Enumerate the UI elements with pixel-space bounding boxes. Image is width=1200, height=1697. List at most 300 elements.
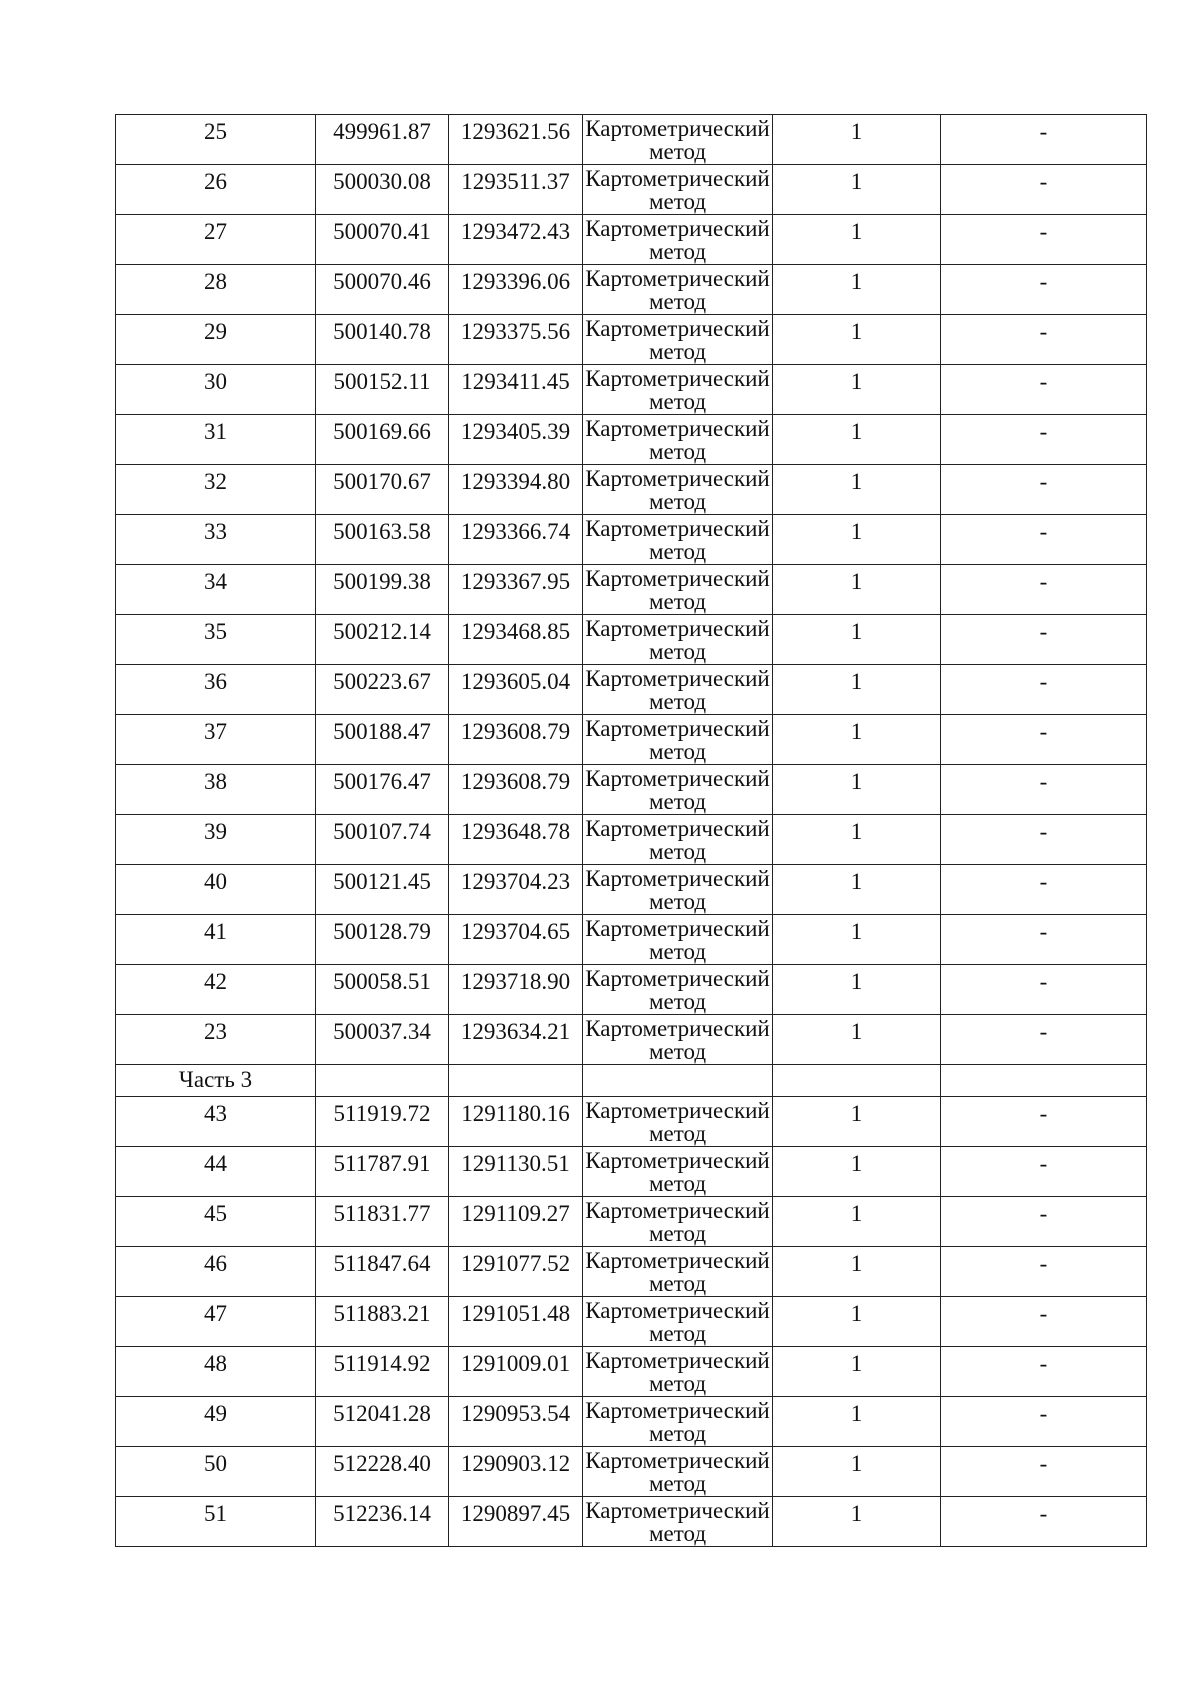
description-cell xyxy=(941,1297,1147,1347)
description-cell xyxy=(941,1447,1147,1497)
point-number-cell xyxy=(116,1297,316,1347)
coord-y-cell xyxy=(449,515,583,565)
description-cell-text: - xyxy=(1039,969,1048,994)
accuracy-cell xyxy=(773,915,941,965)
table-row xyxy=(116,415,1147,465)
coord-x-cell xyxy=(316,465,449,515)
accuracy-cell-text: 1 xyxy=(850,119,863,144)
description-cell-text: - xyxy=(1039,669,1048,694)
coord-x-cell xyxy=(316,1197,449,1247)
coord-x-cell-text: 512041.28 xyxy=(333,1401,431,1426)
method-line1: Картометрический xyxy=(585,916,770,941)
coord-x-cell-text: 500199.38 xyxy=(333,569,431,594)
accuracy-cell xyxy=(773,715,941,765)
table-row xyxy=(116,315,1147,365)
method-cell xyxy=(583,1197,773,1247)
coord-x-cell-text: 500058.51 xyxy=(333,969,431,994)
method-cell xyxy=(583,1497,773,1547)
coord-x-cell-text: 500170.67 xyxy=(333,469,431,494)
method-line1: Картометрический xyxy=(585,166,770,191)
coord-x-cell xyxy=(316,315,449,365)
coord-x-cell xyxy=(316,265,449,315)
description-cell-text: - xyxy=(1039,1351,1048,1376)
method-line1: Картометрический xyxy=(585,216,770,241)
coord-y-cell-text: 1293718.90 xyxy=(460,969,571,994)
table-row xyxy=(116,115,1147,165)
coord-x-cell-text: 511919.72 xyxy=(333,1101,431,1126)
description-cell xyxy=(941,1197,1147,1247)
empty-cell xyxy=(941,1065,1147,1097)
point-number-cell xyxy=(116,865,316,915)
coord-y-cell-text: 1291051.48 xyxy=(460,1301,571,1326)
method-line2: метод xyxy=(648,189,707,214)
table-row xyxy=(116,515,1147,565)
description-cell-text: - xyxy=(1039,869,1048,894)
method-line1: Картометрический xyxy=(585,816,770,841)
method-cell xyxy=(583,815,773,865)
accuracy-cell-text: 1 xyxy=(850,919,863,944)
method-line1: Картометрический xyxy=(585,766,770,791)
coord-x-cell xyxy=(316,515,449,565)
coord-x-cell xyxy=(316,865,449,915)
accuracy-cell xyxy=(773,1147,941,1197)
accuracy-cell-text: 1 xyxy=(850,469,863,494)
table-row xyxy=(116,865,1147,915)
accuracy-cell xyxy=(773,1097,941,1147)
coord-x-cell-text: 500128.79 xyxy=(333,919,431,944)
description-cell xyxy=(941,115,1147,165)
method-line1: Картометрический xyxy=(585,1098,770,1123)
accuracy-cell-text: 1 xyxy=(850,1501,863,1526)
method-line2: метод xyxy=(648,789,707,814)
table-row xyxy=(116,1097,1147,1147)
point-number-cell xyxy=(116,715,316,765)
accuracy-cell xyxy=(773,965,941,1015)
description-cell xyxy=(941,815,1147,865)
method-cell xyxy=(583,515,773,565)
table-row xyxy=(116,465,1147,515)
accuracy-cell-text: 1 xyxy=(850,169,863,194)
coord-y-cell xyxy=(449,1347,583,1397)
description-cell xyxy=(941,1247,1147,1297)
coord-y-cell-text: 1293468.85 xyxy=(460,619,571,644)
table-body xyxy=(116,115,1147,1547)
description-cell-text: - xyxy=(1039,1251,1048,1276)
point-number-cell xyxy=(116,415,316,465)
point-number-cell-text: 49 xyxy=(204,1401,227,1426)
method-line1: Картометрический xyxy=(585,1348,770,1373)
accuracy-cell-text: 1 xyxy=(850,669,863,694)
coord-x-cell-text: 512228.40 xyxy=(333,1451,431,1476)
method-line2: метод xyxy=(648,1421,707,1446)
table-row xyxy=(116,565,1147,615)
point-number-cell-text: 30 xyxy=(204,369,227,394)
point-number-cell-text: 36 xyxy=(204,669,227,694)
description-cell xyxy=(941,865,1147,915)
method-cell xyxy=(583,365,773,415)
description-cell xyxy=(941,365,1147,415)
method-cell xyxy=(583,465,773,515)
method-line1: Картометрический xyxy=(585,116,770,141)
coord-y-cell xyxy=(449,965,583,1015)
method-line1: Картометрический xyxy=(585,266,770,291)
point-number-cell-text: 46 xyxy=(204,1251,227,1276)
section-name-cell-text: Часть 3 xyxy=(178,1067,253,1092)
coord-x-cell xyxy=(316,365,449,415)
description-cell-text: - xyxy=(1039,169,1048,194)
accuracy-cell-text: 1 xyxy=(850,869,863,894)
accuracy-cell xyxy=(773,1447,941,1497)
method-cell xyxy=(583,615,773,665)
coord-x-cell xyxy=(316,815,449,865)
point-number-cell xyxy=(116,165,316,215)
table-row xyxy=(116,715,1147,765)
method-line1: Картометрический xyxy=(585,316,770,341)
method-cell xyxy=(583,1397,773,1447)
description-cell xyxy=(941,515,1147,565)
table-row xyxy=(116,965,1147,1015)
method-line2: метод xyxy=(648,539,707,564)
accuracy-cell xyxy=(773,365,941,415)
coord-y-cell xyxy=(449,365,583,415)
coord-y-cell xyxy=(449,1097,583,1147)
coord-x-cell-text: 512236.14 xyxy=(333,1501,431,1526)
table-row xyxy=(116,665,1147,715)
method-line1: Картометрический xyxy=(585,966,770,991)
method-line1: Картометрический xyxy=(585,1448,770,1473)
point-number-cell-text: 51 xyxy=(204,1501,227,1526)
method-cell xyxy=(583,315,773,365)
table-row xyxy=(116,1297,1147,1347)
description-cell xyxy=(941,315,1147,365)
method-line2: метод xyxy=(648,1121,707,1146)
accuracy-cell-text: 1 xyxy=(850,1301,863,1326)
accuracy-cell xyxy=(773,1197,941,1247)
coord-x-cell xyxy=(316,1097,449,1147)
accuracy-cell xyxy=(773,665,941,715)
point-number-cell-text: 33 xyxy=(204,519,227,544)
empty-cell xyxy=(449,1065,583,1097)
method-line1: Картометрический xyxy=(585,366,770,391)
accuracy-cell xyxy=(773,1247,941,1297)
coord-y-cell-text: 1291077.52 xyxy=(460,1251,571,1276)
coord-y-cell-text: 1290953.54 xyxy=(460,1401,571,1426)
description-cell xyxy=(941,965,1147,1015)
accuracy-cell-text: 1 xyxy=(850,1201,863,1226)
coord-y-cell-text: 1290897.45 xyxy=(460,1501,571,1526)
description-cell xyxy=(941,1397,1147,1447)
method-line2: метод xyxy=(648,489,707,514)
accuracy-cell xyxy=(773,515,941,565)
method-cell xyxy=(583,1147,773,1197)
coord-y-cell xyxy=(449,565,583,615)
description-cell xyxy=(941,165,1147,215)
method-line2: метод xyxy=(648,1321,707,1346)
method-line1: Картометрический xyxy=(585,516,770,541)
table-row xyxy=(116,1447,1147,1497)
description-cell xyxy=(941,565,1147,615)
accuracy-cell-text: 1 xyxy=(850,1251,863,1276)
point-number-cell xyxy=(116,1247,316,1297)
point-number-cell xyxy=(116,265,316,315)
coord-y-cell xyxy=(449,1197,583,1247)
point-number-cell xyxy=(116,765,316,815)
accuracy-cell-text: 1 xyxy=(850,519,863,544)
point-number-cell xyxy=(116,965,316,1015)
description-cell-text: - xyxy=(1039,1201,1048,1226)
coord-x-cell xyxy=(316,1497,449,1547)
method-line1: Картометрический xyxy=(585,666,770,691)
point-number-cell xyxy=(116,1447,316,1497)
coord-y-cell-text: 1291180.16 xyxy=(461,1101,570,1126)
coord-y-cell xyxy=(449,765,583,815)
coord-x-cell xyxy=(316,1247,449,1297)
coord-y-cell-text: 1293648.78 xyxy=(460,819,571,844)
method-line2: метод xyxy=(648,289,707,314)
description-cell xyxy=(941,265,1147,315)
coord-x-cell-text: 500212.14 xyxy=(333,619,431,644)
point-number-cell xyxy=(116,315,316,365)
description-cell-text: - xyxy=(1039,719,1048,744)
coord-x-cell xyxy=(316,965,449,1015)
description-cell-text: - xyxy=(1039,419,1048,444)
description-cell xyxy=(941,1497,1147,1547)
coord-x-cell-text: 511787.91 xyxy=(333,1151,431,1176)
method-cell xyxy=(583,1247,773,1297)
point-number-cell-text: 35 xyxy=(204,619,227,644)
point-number-cell-text: 38 xyxy=(204,769,227,794)
method-line2: метод xyxy=(648,1271,707,1296)
coord-x-cell xyxy=(316,915,449,965)
accuracy-cell xyxy=(773,265,941,315)
coord-y-cell xyxy=(449,165,583,215)
section-row xyxy=(116,1065,1147,1097)
point-number-cell-text: 27 xyxy=(204,219,227,244)
coord-x-cell-text: 500070.46 xyxy=(333,269,431,294)
method-cell xyxy=(583,415,773,465)
method-line2: метод xyxy=(648,1221,707,1246)
coord-x-cell-text: 500176.47 xyxy=(333,769,431,794)
coord-y-cell-text: 1291009.01 xyxy=(460,1351,571,1376)
description-cell xyxy=(941,665,1147,715)
table-row xyxy=(116,215,1147,265)
method-cell xyxy=(583,265,773,315)
accuracy-cell-text: 1 xyxy=(850,619,863,644)
description-cell-text: - xyxy=(1039,1101,1048,1126)
table-row xyxy=(116,765,1147,815)
point-number-cell-text: 48 xyxy=(204,1351,227,1376)
coord-x-cell xyxy=(316,165,449,215)
method-cell xyxy=(583,965,773,1015)
accuracy-cell-text: 1 xyxy=(850,1401,863,1426)
method-line1: Картометрический xyxy=(585,1198,770,1223)
coord-x-cell-text: 511831.77 xyxy=(333,1201,431,1226)
coord-x-cell-text: 500030.08 xyxy=(333,169,431,194)
coord-x-cell xyxy=(316,1015,449,1065)
accuracy-cell-text: 1 xyxy=(850,569,863,594)
description-cell xyxy=(941,715,1147,765)
description-cell-text: - xyxy=(1039,119,1048,144)
coord-y-cell-text: 1293411.45 xyxy=(461,369,570,394)
coord-x-cell-text: 500188.47 xyxy=(333,719,431,744)
coord-y-cell xyxy=(449,1015,583,1065)
coord-x-cell-text: 500121.45 xyxy=(333,869,431,894)
coord-y-cell xyxy=(449,265,583,315)
point-number-cell xyxy=(116,815,316,865)
method-line1: Картометрический xyxy=(585,1498,770,1523)
method-cell xyxy=(583,715,773,765)
accuracy-cell-text: 1 xyxy=(850,769,863,794)
accuracy-cell xyxy=(773,415,941,465)
coord-x-cell xyxy=(316,715,449,765)
method-cell xyxy=(583,215,773,265)
accuracy-cell xyxy=(773,465,941,515)
coord-y-cell-text: 1291109.27 xyxy=(461,1201,570,1226)
method-line2: метод xyxy=(648,1521,707,1546)
description-cell-text: - xyxy=(1039,569,1048,594)
method-line2: метод xyxy=(648,589,707,614)
method-cell xyxy=(583,115,773,165)
method-line2: метод xyxy=(648,989,707,1014)
method-line1: Картометрический xyxy=(585,1016,770,1041)
coord-y-cell-text: 1293608.79 xyxy=(460,719,571,744)
accuracy-cell-text: 1 xyxy=(850,1351,863,1376)
accuracy-cell xyxy=(773,765,941,815)
description-cell xyxy=(941,915,1147,965)
table-row xyxy=(116,615,1147,665)
description-cell-text: - xyxy=(1039,1151,1048,1176)
method-line2: метод xyxy=(648,239,707,264)
table-row xyxy=(116,265,1147,315)
coord-y-cell-text: 1293634.21 xyxy=(460,1019,571,1044)
method-cell xyxy=(583,1015,773,1065)
coord-y-cell-text: 1293472.43 xyxy=(460,219,571,244)
method-line2: метод xyxy=(648,1039,707,1064)
accuracy-cell xyxy=(773,615,941,665)
table-row xyxy=(116,1015,1147,1065)
coord-y-cell xyxy=(449,415,583,465)
point-number-cell-text: 45 xyxy=(204,1201,227,1226)
coordinates-table xyxy=(115,114,1147,1547)
description-cell xyxy=(941,215,1147,265)
accuracy-cell xyxy=(773,1297,941,1347)
method-line1: Картометрический xyxy=(585,416,770,441)
coord-x-cell-text: 500140.78 xyxy=(333,319,431,344)
method-line2: метод xyxy=(648,889,707,914)
coord-y-cell xyxy=(449,315,583,365)
table-row xyxy=(116,915,1147,965)
accuracy-cell-text: 1 xyxy=(850,1151,863,1176)
coord-y-cell xyxy=(449,815,583,865)
table-row xyxy=(116,365,1147,415)
coord-y-cell xyxy=(449,915,583,965)
coord-y-cell-text: 1293511.37 xyxy=(461,169,570,194)
coord-x-cell xyxy=(316,415,449,465)
coord-y-cell xyxy=(449,1247,583,1297)
coord-y-cell-text: 1293405.39 xyxy=(460,419,571,444)
coord-y-cell-text: 1290903.12 xyxy=(460,1451,571,1476)
method-line1: Картометрический xyxy=(585,1248,770,1273)
point-number-cell-text: 50 xyxy=(204,1451,227,1476)
coord-y-cell-text: 1291130.51 xyxy=(461,1151,570,1176)
description-cell-text: - xyxy=(1039,1451,1048,1476)
coord-y-cell-text: 1293704.23 xyxy=(460,869,571,894)
point-number-cell-text: 28 xyxy=(204,269,227,294)
coord-y-cell-text: 1293375.56 xyxy=(460,319,571,344)
coord-y-cell xyxy=(449,115,583,165)
coord-x-cell-text: 500107.74 xyxy=(333,819,431,844)
method-cell xyxy=(583,1347,773,1397)
accuracy-cell xyxy=(773,815,941,865)
coord-x-cell-text: 500163.58 xyxy=(333,519,431,544)
method-line1: Картометрический xyxy=(585,1298,770,1323)
table-row xyxy=(116,815,1147,865)
description-cell xyxy=(941,1015,1147,1065)
description-cell-text: - xyxy=(1039,519,1048,544)
coord-y-cell xyxy=(449,615,583,665)
point-number-cell xyxy=(116,565,316,615)
accuracy-cell-text: 1 xyxy=(850,269,863,294)
description-cell-text: - xyxy=(1039,319,1048,344)
method-cell xyxy=(583,865,773,915)
coord-y-cell xyxy=(449,865,583,915)
point-number-cell xyxy=(116,915,316,965)
coord-x-cell xyxy=(316,1397,449,1447)
method-line2: метод xyxy=(648,639,707,664)
coord-y-cell xyxy=(449,715,583,765)
point-number-cell xyxy=(116,365,316,415)
coord-x-cell-text: 499961.87 xyxy=(333,119,431,144)
accuracy-cell-text: 1 xyxy=(850,969,863,994)
coord-x-cell xyxy=(316,665,449,715)
point-number-cell xyxy=(116,615,316,665)
coord-x-cell-text: 511847.64 xyxy=(333,1251,431,1276)
method-line1: Картометрический xyxy=(585,1398,770,1423)
description-cell-text: - xyxy=(1039,269,1048,294)
accuracy-cell-text: 1 xyxy=(850,1019,863,1044)
description-cell xyxy=(941,1347,1147,1397)
point-number-cell-text: 44 xyxy=(204,1151,227,1176)
point-number-cell xyxy=(116,1497,316,1547)
point-number-cell xyxy=(116,1397,316,1447)
coord-x-cell-text: 500169.66 xyxy=(333,419,431,444)
point-number-cell xyxy=(116,1097,316,1147)
coord-x-cell xyxy=(316,1347,449,1397)
accuracy-cell xyxy=(773,165,941,215)
coord-y-cell-text: 1293396.06 xyxy=(460,269,571,294)
accuracy-cell xyxy=(773,315,941,365)
table-row xyxy=(116,1347,1147,1397)
description-cell xyxy=(941,465,1147,515)
coord-x-cell-text: 500037.34 xyxy=(333,1019,431,1044)
accuracy-cell xyxy=(773,1497,941,1547)
method-cell xyxy=(583,915,773,965)
accuracy-cell xyxy=(773,865,941,915)
coord-y-cell-text: 1293704.65 xyxy=(460,919,571,944)
accuracy-cell-text: 1 xyxy=(850,819,863,844)
point-number-cell xyxy=(116,1197,316,1247)
coord-x-cell xyxy=(316,1147,449,1197)
coord-y-cell xyxy=(449,1147,583,1197)
method-line2: метод xyxy=(648,839,707,864)
method-line2: метод xyxy=(648,1471,707,1496)
accuracy-cell-text: 1 xyxy=(850,319,863,344)
method-cell xyxy=(583,1097,773,1147)
method-line2: метод xyxy=(648,139,707,164)
method-cell xyxy=(583,1297,773,1347)
empty-cell xyxy=(583,1065,773,1097)
accuracy-cell xyxy=(773,1397,941,1447)
